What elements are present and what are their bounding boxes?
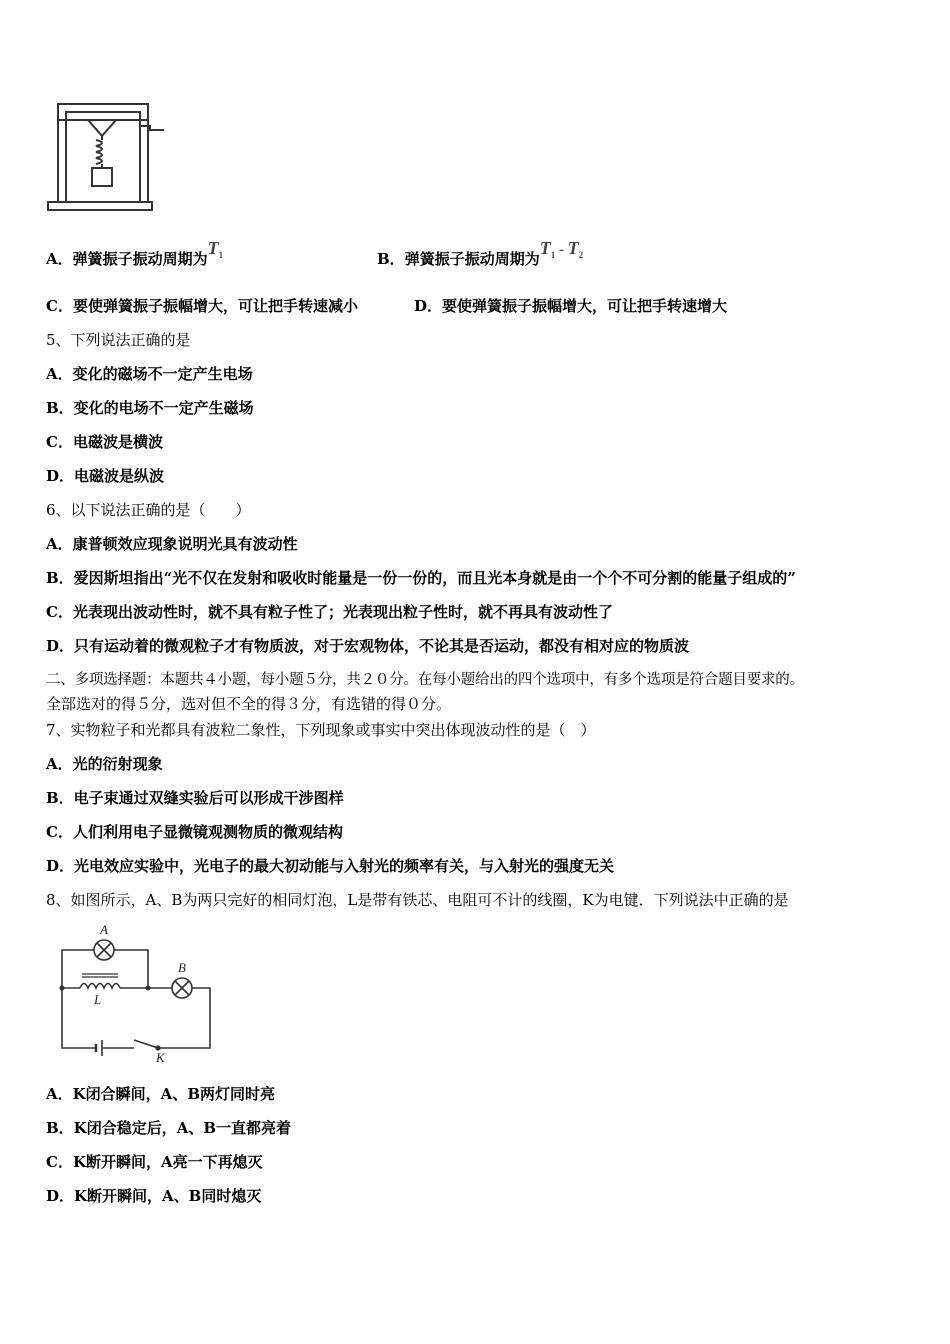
q7-option-c: C．人们利用电子显微镜观测物质的微观结构 bbox=[46, 823, 343, 841]
q6-option-c: C．光表现出波动性时，就不具有粒子性了；光表现出粒子性时，就不再具有波动性了 bbox=[46, 603, 613, 621]
q5-option-b: B．变化的电场不一定产生磁场 bbox=[46, 399, 254, 417]
q7-option-b: B．电子束通过双缝实验后可以形成干涉图样 bbox=[46, 789, 344, 807]
q5-option-c: C．电磁波是横波 bbox=[46, 433, 163, 451]
switch-k bbox=[134, 1040, 158, 1048]
q4-option-a: A．弹簧振子振动周期为$T_1$ bbox=[46, 238, 224, 268]
q6-option-d: D．只有运动着的微观粒子才有物质波，对于宏观物体，不论其是否运动，都没有相对应的物质波 bbox=[46, 637, 690, 655]
q5-option-a: A．变化的磁场不一定产生电场 bbox=[46, 365, 253, 383]
period-t1-formula: $T_1$ bbox=[207, 238, 224, 260]
q7-option-d: D．光电效应实验中，光电子的最大初动能与入射光的频率有关，与入射光的强度无关 bbox=[46, 857, 615, 875]
section2-heading-line1: 二、多项选择题：本题共４小题，每小题５分，共２０分。在每小题给出的四个选项中，有多个选项是符合题目要求的。 bbox=[46, 672, 804, 688]
q7-stem: 7、实物粒子和光都具有波粒二象性，下列现象或事实中突出体现波动性的是（ ） bbox=[46, 721, 596, 739]
q8-option-c: C．K断开瞬间，A亮一下再熄灭 bbox=[46, 1153, 263, 1171]
period-difference-formula: $T_1 - T_2$ bbox=[539, 238, 584, 260]
circuit-diagram bbox=[54, 922, 216, 1064]
q5-stem: 5、下列说法正确的是 bbox=[46, 331, 191, 349]
section2-heading-line2: 全部选对的得５分，选对但不全的得３分，有选错的得０分。 bbox=[46, 695, 452, 713]
q8-option-d: D．K断开瞬间，A、B同时熄灭 bbox=[46, 1187, 262, 1205]
circuit-label-l: L bbox=[94, 992, 102, 1007]
q4-option-d: D．要使弹簧振子振幅增大，可让把手转速增大 bbox=[414, 297, 728, 315]
q6-stem: 6、以下说法正确的是（ ） bbox=[46, 501, 251, 519]
q4-option-c: C．要使弹簧振子振幅增大，可让把手转速减小 bbox=[46, 297, 358, 315]
spring-oscillator-figure bbox=[44, 98, 168, 214]
q6-option-b: B．爱因斯坦指出“光不仅在发射和吸收时能量是一份一份的，而且光本身就是由一个个不可分割的能量子组成的” bbox=[46, 569, 796, 587]
q7-option-a: A．光的衍射现象 bbox=[46, 755, 163, 773]
q5-option-d: D．电磁波是纵波 bbox=[46, 467, 165, 485]
inductor-coil bbox=[80, 984, 120, 989]
q4-option-b: B．弹簧振子振动周期为$T_1 - T_2$ bbox=[377, 238, 584, 268]
q8-option-b: B．K闭合稳定后，A、B一直都亮着 bbox=[46, 1119, 292, 1137]
q8-option-a: A．K闭合瞬间，A、B两灯同时亮 bbox=[46, 1085, 275, 1103]
circuit-label-k: K bbox=[156, 1050, 165, 1064]
circuit-label-b: B bbox=[178, 960, 186, 975]
circuit-label-a: A bbox=[100, 922, 108, 937]
q8-stem: 8、如图所示，A、B为两只完好的相同灯泡，L是带有铁芯、电阻可不计的线圈，K为电键．下列说法中正确的是 bbox=[46, 891, 789, 909]
q6-option-a: A．康普顿效应现象说明光具有波动性 bbox=[46, 535, 298, 553]
